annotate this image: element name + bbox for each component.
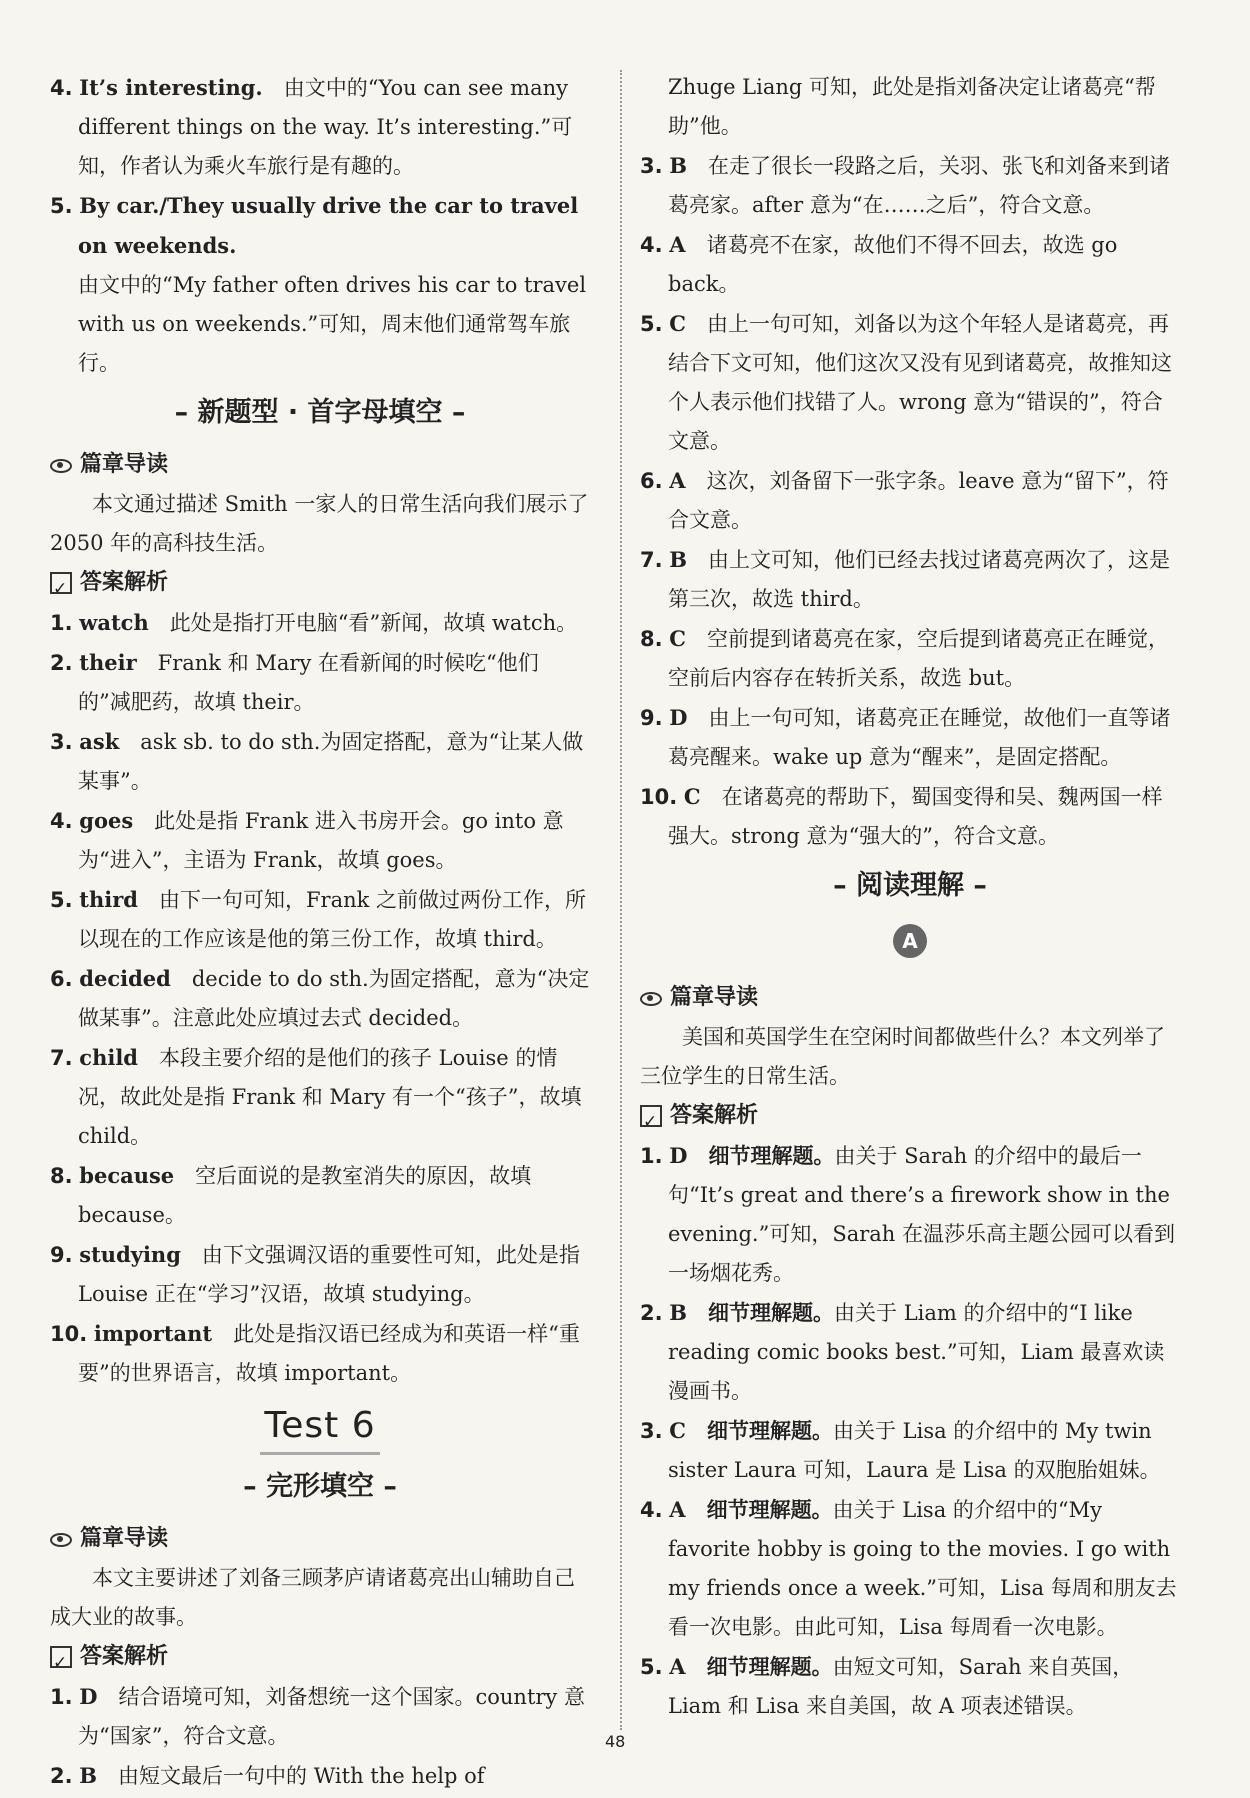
answer-item: 5. A 细节理解题。由短文可知，Sarah 来自英国，Liam 和 Lisa 来自美国，故 A 项表述错误。 (640, 1654, 1134, 1718)
section-title: – 新题型 · 首字母填空 – (174, 397, 466, 428)
answer-item: 8. because 空后面说的是教室消失的原因，故填 because。 (50, 1163, 532, 1227)
section-title: – 完形填空 – (243, 1471, 397, 1502)
guide-text: 本文主要讲述了刘备三顾茅庐请诸葛亮出山辅助自己成大业的故事。 (50, 1566, 575, 1629)
page-number: 48 (605, 1732, 626, 1751)
eye-icon (50, 456, 72, 474)
test-title: Test 6 (264, 1405, 376, 1446)
part-letter-badge: A (893, 924, 927, 958)
continuation-text: Zhuge Liang 可知，此处是指刘备决定让诸葛亮“帮助”他。 (668, 75, 1156, 138)
answer-item: 4. A 诸葛亮不在家，故他们不得不回去，故选 go back。 (640, 232, 1118, 296)
answer-item: 5. By car./They usually drive the car to travel on weekends. 由文中的“My father often drives his car to travel with us on weekends.”可知，周末他们通常驾车旅行。 (50, 193, 587, 375)
answer-item: 1. D 细节理解题。由关于 Sarah 的介绍中的最后一句“It’s great and there’s a firework show in the evening.”可知，Sarah 在温莎乐高主题公园可以看到一场烟花秀。 (640, 1143, 1176, 1285)
answer-item: 1. D 结合语境可知，刘备想统一这个国家。country 意为“国家”，符合文意。 (50, 1684, 585, 1748)
answer-label: ✓ 答案解析 (50, 563, 590, 603)
section-title: – 阅读理解 – (833, 870, 987, 901)
answer-item: 6. decided decide to do sth.为固定搭配，意为“决定做某事”。注意此处应填过去式 decided。 (50, 966, 590, 1030)
answer-item: 8. C 空前提到诸葛亮在家，空后提到诸葛亮正在睡觉，空前后内容存在转折关系，故选 but。 (640, 626, 1169, 690)
left-column (50, 68, 590, 1796)
answer-item: 2. their Frank 和 Mary 在看新闻的时候吃“他们的”减肥药，故填 their。 (50, 650, 539, 714)
answer-item: 3. B 在走了很长一段路之后，关羽、张飞和刘备来到诸葛亮家。after 意为“在……之后”，符合文意。 (640, 153, 1171, 217)
answer-item: 4. goes 此处是指 Frank 进入书房开会。go into 意为“进入”，主语为 Frank，故填 goes。 (50, 808, 564, 872)
answer-item: 1. watch 此处是指打开电脑“看”新闻，故填 watch。 (50, 610, 578, 635)
answer-item: 7. child 本段主要介绍的是他们的孩子 Louise 的情况，故此处是指 Frank 和 Mary 有一个“孩子”，故填 child。 (50, 1045, 582, 1148)
answer-label: ✓ 答案解析 (640, 1096, 1180, 1136)
answer-item: 9. studying 由下文强调汉语的重要性可知，此处是指 Louise 正在“学习”汉语，故填 studying。 (50, 1242, 580, 1306)
right-column (640, 68, 1180, 1726)
eye-icon (50, 1530, 72, 1548)
guide-label: 篇章导读 (640, 978, 1180, 1018)
checkbox-icon (50, 1646, 72, 1668)
answer-item: 2. B 由短文最后一句中的 With the help of (50, 1763, 485, 1788)
answer-item: 3. C 细节理解题。由关于 Lisa 的介绍中的 My twin sister Laura 可知，Laura 是 Lisa 的双胞胎姐妹。 (640, 1418, 1161, 1482)
title-underline (260, 1452, 380, 1455)
answer-item: 2. B 细节理解题。由关于 Liam 的介绍中的“I like reading comic books best.”可知，Liam 最喜欢读漫画书。 (640, 1300, 1165, 1403)
answer-item: 10. important 此处是指汉语已经成为和英语一样“重要”的世界语言，故填 important。 (50, 1321, 580, 1385)
answer-item: 10. C 在诸葛亮的帮助下，蜀国变得和吴、魏两国一样强大。strong 意为“强大的”，符合文意。 (640, 784, 1163, 848)
answer-item: 6. A 这次，刘备留下一张字条。leave 意为“留下”，符合文意。 (640, 468, 1169, 532)
answer-label: ✓ 答案解析 (50, 1637, 590, 1677)
eye-icon (640, 989, 662, 1007)
column-divider (620, 70, 622, 1730)
answer-item: 5. C 由上一句可知，刘备以为这个年轻人是诸葛亮，再结合下文可知，他们这次又没有见到诸葛亮，故推知这个人表示他们找错了人。wrong 意为“错误的”，符合文意。 (640, 311, 1172, 453)
answer-item: 9. D 由上一句可知，诸葛亮正在睡觉，故他们一直等诸葛亮醒来。wake up 意为“醒来”，是固定搭配。 (640, 705, 1171, 769)
checkbox-icon (50, 572, 72, 594)
guide-text: 美国和英国学生在空闲时间都做些什么？本文列举了三位学生的日常生活。 (640, 1025, 1165, 1088)
answer-item: 7. B 由上文可知，他们已经去找过诸葛亮两次了，这是第三次，故选 third。 (640, 547, 1171, 611)
guide-text: 本文通过描述 Smith 一家人的日常生活向我们展示了 2050 年的高科技生活。 (50, 492, 589, 555)
answer-item: 3. ask ask sb. to do sth.为固定搭配，意为“让某人做某事”。 (50, 729, 584, 793)
answer-item: 4. It’s interesting. 由文中的“You can see many different things on the way. It’s interesting.”可知，作者认为乘火车旅行是有趣的。 (50, 75, 573, 178)
guide-label: 篇章导读 (50, 1519, 590, 1559)
answer-item: 4. A 细节理解题。由关于 Lisa 的介绍中的“My favorite hobby is going to the movies. I go with my friends once a week.”可知，Lisa 每周和朋友去看一次电影。由此可知，Lisa 每周看一次电影。 (640, 1497, 1177, 1639)
answer-item: 5. third 由下一句可知，Frank 之前做过两份工作，所以现在的工作应该是他的第三份工作，故填 third。 (50, 887, 587, 951)
guide-label: 篇章导读 (50, 445, 590, 485)
checkbox-icon (640, 1105, 662, 1127)
